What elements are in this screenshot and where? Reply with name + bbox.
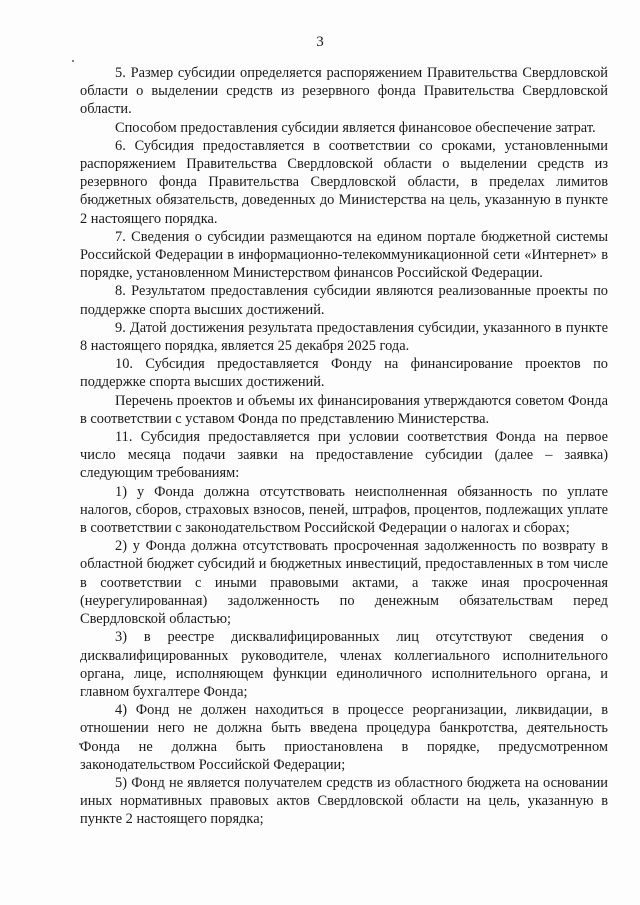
paragraph-provision-method: Способом предоставления субсидии является финансовое обеспечение затрат. [115,119,596,136]
requirement-4-reorganization: 4) Фонд не должен находиться в процессе реорганизации, ликвидации, в отношении него не должна быть введена процедура банкротства, деятельность Фонда не должна быть приостановлена в порядке, предусмотренном законодательством Российской Федерации; [80,702,608,773]
requirement-2-debts: 2) у Фонда должна отсутствовать просроченная задолженность по возврату в областной бюджет субсидий и бюджетных инвестиций, предоставленных в том числе в соответствии с иными правовыми актами, а также иная просроченная (неурегулированная) задолженность по денежным обязательствам перед Свердловской областью; [80,538,608,628]
paragraph-11-conditions: 11. Субсидия предоставляется при условии соответствия Фонда на первое число месяца подачи заявки на предоставление субсидии (далее – заявка) следующим требованиям: [80,429,608,482]
paragraph-project-list: Перечень проектов и объемы их финансирования утверждаются советом Фонда в соответствии с уставом Фонда по представлению Министерства. [80,392,608,427]
requirement-3-disqualified: 3) в реестре дисквалифицированных лиц отсутствуют сведения о дисквалифицированных руководителе, членах коллегиального исполнительного органа, лице, исполняющем функции единоличного исполнительного органа, и главном бухгалтере Фонда; [80,629,608,700]
page-number: 3 [316,34,324,50]
requirement-1-taxes: 1) у Фонда должна отсутствовать неисполненная обязанность по уплате налогов, сборов, страховых взносов, пеней, штрафов, процентов, подлежащих уплате в соответствии с законодательством Российской Федерации о налогах и сборах; [80,483,608,537]
paragraph-5-subsidy-size: 5. Размер субсидии определяется распоряжением Правительства Свердловской области о выделении средств из резервного фонда Правительства Свердловской области. [80,65,608,118]
paragraph-7-publication: 7. Сведения о субсидии размещаются на едином портале бюджетной системы Российской Федерации в информационно-телекоммуникационной сети «Интернет» в порядке, установленном Министерством финансов Российской Федерации. [80,228,608,282]
paragraph-6-terms: 6. Субсидия предоставляется в соответствии со сроками, установленными распоряжением Правительства Свердловской области о выделении средств из резервного фонда Правительства Свердловской области, в пределах лимитов бюджетных обязательств, доведенных до Министерства на цель, указанную в пункте 2 настоящего порядка. [80,137,608,227]
scan-speck [72,60,74,62]
paragraph-8-result: 8. Результатом предоставления субсидии являются реализованные проекты по поддержке спорта высших достижений. [80,283,608,318]
paragraph-10-purpose: 10. Субсидия предоставляется Фонду на финансирование проектов по поддержке спорта высших достижений. [80,356,608,391]
requirement-5-other-funds: 5) Фонд не является получателем средств из областного бюджета на основании иных нормативных правовых актов Свердловской области на цель, указанную в пункте 2 настоящего порядка; [80,774,608,828]
document-body [80,64,608,829]
paragraph-9-result-date: 9. Датой достижения результата предоставления субсидии, указанного в пункте 8 настоящего порядка, является 25 декабря 2025 года. [80,319,608,355]
